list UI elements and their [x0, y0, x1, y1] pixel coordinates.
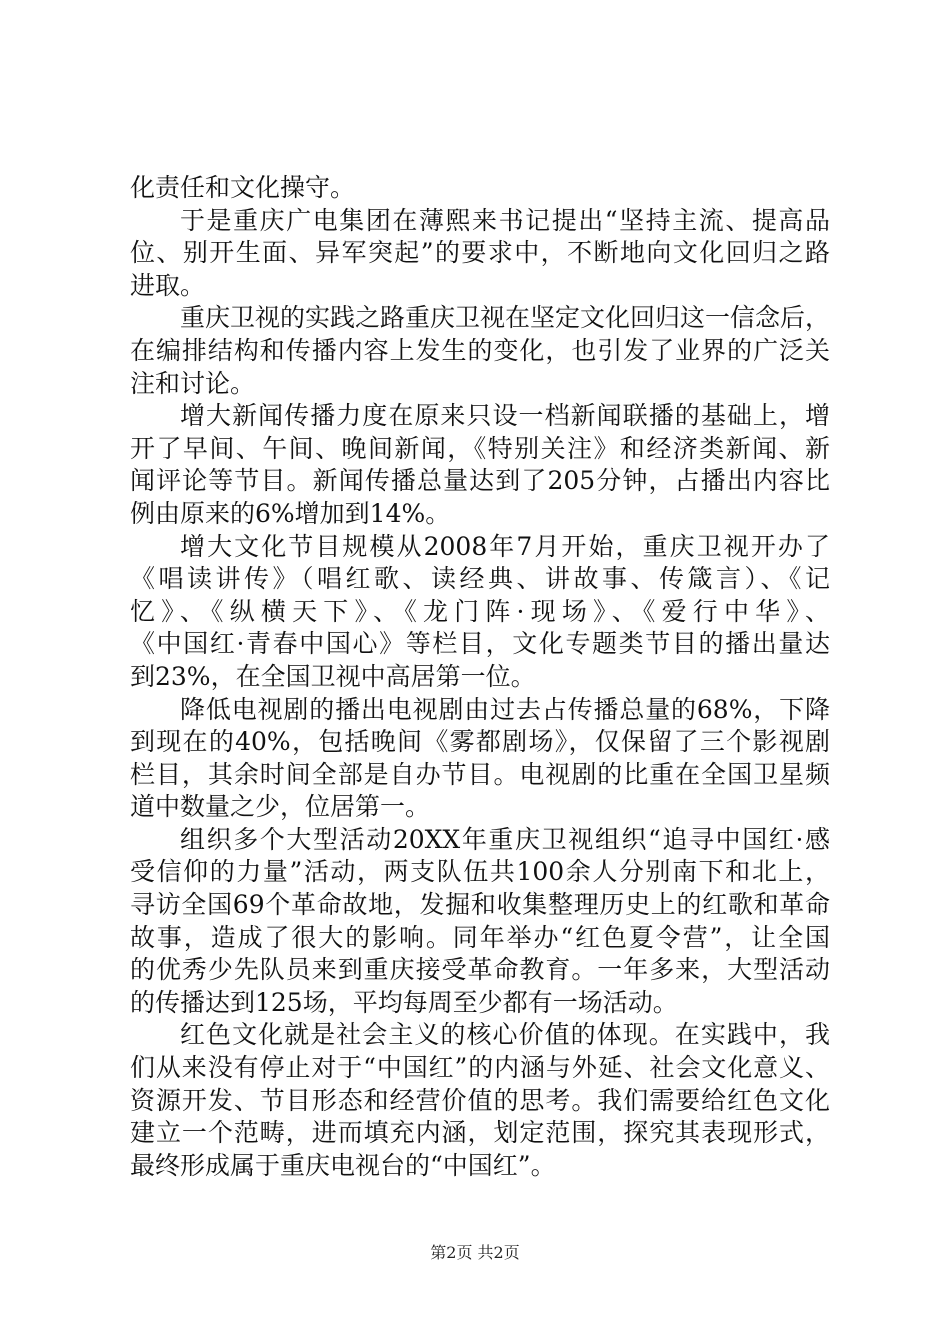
paragraph — [130, 205, 830, 303]
text-line: 红色文化就是社会主义的核心价值的体现。在实践中，我 — [180, 1020, 830, 1050]
paragraph — [130, 302, 830, 400]
text-line: 进取。 — [130, 270, 206, 300]
page-number-footer: 第2页 共2页 — [430, 1243, 520, 1262]
text-line: 于是重庆广电集团在薄熙来书记提出“坚持主流、提高品 — [180, 205, 830, 235]
text-line: 闻评论等节目。新闻传播总量达到了205分钟，占播出内容比 — [130, 466, 830, 496]
text-line: 最终形成属于重庆电视台的“中国红”。 — [130, 1150, 556, 1180]
text-line: 的传播达到125场，平均每周至少都有一场活动。 — [130, 987, 678, 1017]
text-line: 忆》、《纵横天下》、《龙门阵·现场》、《爱行中华》、 — [130, 596, 830, 626]
paragraph — [130, 172, 830, 205]
text-line: 开了早间、午间、晚间新闻，《特别关注》和经济类新闻、新 — [130, 433, 830, 463]
text-line: 受信仰的力量”活动，两支队伍共100余人分别南下和北上， — [130, 857, 830, 887]
paragraph — [130, 694, 830, 824]
text-line: 注和讨论。 — [130, 368, 256, 398]
text-line: 建立一个范畴，进而填充内涵，划定范围，探究其表现形式， — [130, 1118, 830, 1148]
text-line: 《中国红·青春中国心》等栏目，文化专题类节目的播出量达 — [130, 629, 830, 659]
text-line: 道中数量之少，位居第一。 — [130, 792, 431, 822]
text-line: 组织多个大型活动20XX年重庆卫视组织“追寻中国红·感 — [180, 824, 830, 854]
text-line: 的优秀少先队员来到重庆接受革命教育。一年多来，大型活动 — [130, 955, 830, 985]
document-body — [130, 172, 830, 1182]
text-line: 们从来没有停止对于“中国红”的内涵与外延、社会文化意义、 — [130, 1053, 830, 1083]
text-line: 故事，造成了很大的影响。同年举办“红色夏令营”，让全国 — [130, 922, 830, 952]
text-line: 例由原来的6%增加到14%。 — [130, 498, 451, 528]
text-line: 寻访全国69个革命故地，发掘和收集整理历史上的红歌和革命 — [130, 890, 830, 920]
text-line: 到23%，在全国卫视中高居第一位。 — [130, 661, 536, 691]
text-line: 《唱读讲传》（唱红歌、读经典、讲故事、传箴言）、《记 — [130, 564, 830, 594]
paragraph — [130, 824, 830, 1020]
text-line: 在编排结构和传播内容上发生的变化，也引发了业界的广泛关 — [130, 335, 830, 365]
text-line: 栏目，其余时间全部是自办节目。电视剧的比重在全国卫星频 — [130, 759, 830, 789]
paragraph — [130, 400, 830, 530]
paragraph — [130, 1019, 830, 1182]
text-line: 增大新闻传播力度在原来只设一档新闻联播的基础上，增 — [180, 401, 830, 431]
text-line: 重庆卫视的实践之路重庆卫视在坚定文化回归这一信念后， — [180, 303, 831, 333]
text-line: 增大文化节目规模从2008年7月开始，重庆卫视开办了 — [180, 531, 830, 561]
text-line: 资源开发、节目形态和经营价值的思考。我们需要给红色文化 — [130, 1085, 830, 1115]
paragraph — [130, 531, 830, 694]
text-line: 到现在的40%，包括晚间《雾都剧场》，仅保留了三个影视剧 — [130, 727, 830, 757]
text-line: 位、别开生面、异军突起”的要求中，不断地向文化回归之路 — [130, 238, 830, 268]
text-line: 化责任和文化操守。 — [130, 173, 356, 202]
text-line: 降低电视剧的播出电视剧由过去占传播总量的68%，下降 — [180, 694, 830, 724]
